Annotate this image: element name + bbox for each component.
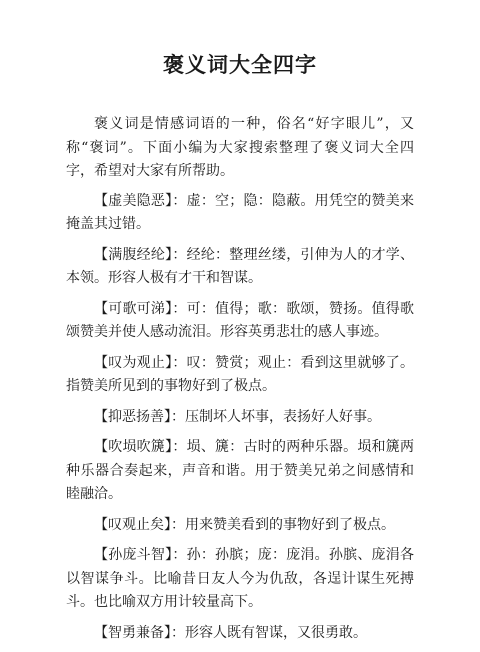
entry-paragraph (66, 622, 414, 646)
entry-paragraph (66, 190, 414, 237)
page-title: 褒义词大全四字 (163, 53, 317, 77)
document-body (66, 113, 414, 652)
entry-paragraph (66, 406, 414, 430)
entry-definition: ：用来赞美看到的事物好到了极点。 (171, 516, 395, 533)
entry-definition: ：虚：空；隐：隐蔽。用凭空的赞美来掩盖其过错。 (66, 192, 415, 232)
entry-term: 【智勇兼备】 (94, 624, 171, 641)
entry-paragraph (66, 352, 414, 399)
entry-term: 【可歌可涕】 (94, 300, 173, 317)
entry-definition: ：压制坏人坏事，表扬好人好事。 (171, 408, 381, 425)
entry-paragraph (66, 436, 414, 507)
entry-paragraph (66, 514, 414, 538)
intro-paragraph: 褒义词是情感词语的一种，俗名“好字眼儿”，又称“褒词”。下面小编为大家搜索整理了褒义词大全四字，希望对大家有所帮助。 (66, 116, 414, 179)
entry-definition: ：叹：赞赏；观止：看到这里就够了。指赞美所见到的事物好到了极点。 (66, 354, 415, 394)
entry-term: 【叹观止矣】 (94, 516, 171, 533)
entry-term: 【吹埙吹篪】 (94, 439, 173, 455)
entry-definition: ：埙、篪：古时的两种乐器。埙和篪两种乐器合奏起来，声音和谐。用于赞美兄弟之间感情和睦融洽。 (66, 439, 415, 502)
entry-definition: ：孙：孙膑；庞：庞涓。孙膑、庞涓各以智谋争斗。比喻昔日友人今为仇敌，各逞计谋生死搏斗。也比喻双方用计较量高下。 (66, 547, 415, 610)
entry-definition: ：经纶：整理丝缕，引伸为人的才学、本领。形容人极有才干和智谋。 (66, 246, 415, 286)
entry-term: 【虚美隐恶】 (94, 192, 173, 209)
entry-term: 【叹为观止】 (94, 354, 173, 371)
entry-term: 【满腹经纶】 (94, 246, 173, 263)
entry-term: 【抑恶扬善】 (94, 408, 171, 425)
entry-definition: ：形容人既有智谋，又很勇敢。 (171, 624, 367, 641)
entry-paragraph (66, 298, 414, 345)
entry-definition: ：可：值得；歌：歌颂，赞扬。值得歌颂赞美并使人感动流泪。形容英勇悲壮的感人事迹。 (66, 300, 415, 340)
entry-term: 【孙庞斗智】 (94, 547, 173, 563)
entry-paragraph (66, 544, 414, 615)
entry-paragraph (66, 244, 414, 291)
